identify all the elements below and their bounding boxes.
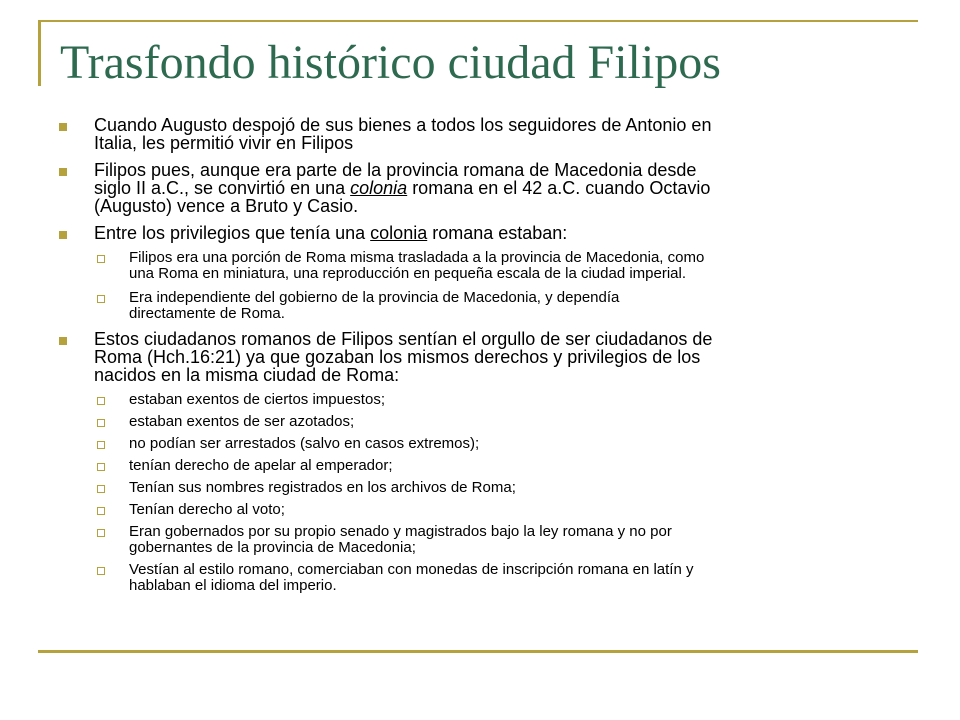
colonia-emphasis: colonia xyxy=(350,178,408,198)
subbullet-porcion-de-roma xyxy=(58,250,918,282)
bottom-divider xyxy=(38,650,918,653)
subbullet-estilo-romano xyxy=(58,562,918,594)
hollow-square-bullet-icon xyxy=(97,567,105,575)
subbullet-text: una Roma en miniatura, una reproducción en pequeña escala de la ciudad imperial. xyxy=(129,265,687,282)
top-divider xyxy=(38,20,918,22)
subbullet-text: Era independiente del gobierno de la provincia de Macedonia, y dependía xyxy=(129,289,620,306)
subbullet-text: Eran gobernados por su propio senado y magistrados bajo la ley romana y no por xyxy=(129,523,672,540)
subbullet-exentos-impuestos xyxy=(58,392,918,408)
bullet-text: Estos ciudadanos romanos de Filipos sentían el orgullo de ser ciudadanos de xyxy=(94,329,713,349)
bullet-text: Roma (Hch.16:21) ya que gozaban los mismos derechos y privilegios de los xyxy=(94,347,701,367)
hollow-square-bullet-icon xyxy=(97,463,105,471)
colonia-underlined: colonia xyxy=(370,223,428,243)
subbullet-text: estaban exentos de ciertos impuestos; xyxy=(129,391,385,408)
subbullet-apelar-emperador xyxy=(58,458,918,474)
subbullet-independiente xyxy=(58,290,918,322)
bullet-text: romana estaban: xyxy=(427,223,568,243)
subbullet-text: Tenían derecho al voto; xyxy=(129,501,285,518)
bullet-text: Entre los privilegios que tenía una xyxy=(94,223,371,243)
subbullet-text: Filipos era una porción de Roma misma trasladada a la provincia de Macedonia, como xyxy=(129,249,705,266)
bullet-text: (Augusto) vence a Bruto y Casio. xyxy=(94,196,359,216)
bullet-text: Filipos pues, aunque era parte de la provincia romana de Macedonia desde xyxy=(94,160,697,180)
subbullet-text: estaban exentos de ser azotados; xyxy=(129,413,355,430)
subbullet-text: no podían ser arrestados (salvo en casos extremos); xyxy=(129,435,480,452)
subbullet-derecho-voto xyxy=(58,502,918,518)
hollow-square-bullet-icon xyxy=(97,507,105,515)
bullet-text: romana en el 42 a.C. cuando Octavio xyxy=(407,178,711,198)
subbullet-exentos-azotados xyxy=(58,414,918,430)
bullet-text: siglo II a.C., se convirtió en una xyxy=(94,178,351,198)
bullet-colonia-romana xyxy=(58,161,918,215)
subbullet-text: gobernantes de la provincia de Macedonia; xyxy=(129,539,416,556)
hollow-square-bullet-icon xyxy=(97,529,105,537)
slide-content xyxy=(58,116,918,600)
hollow-square-bullet-icon xyxy=(97,485,105,493)
square-bullet-icon xyxy=(59,168,67,176)
subbullet-text: Tenían sus nombres registrados en los archivos de Roma; xyxy=(129,479,516,496)
subbullet-text: Vestían al estilo romano, comerciaban con monedas de inscripción romana en latín y xyxy=(129,561,694,578)
subbullet-archivos-roma xyxy=(58,480,918,496)
hollow-square-bullet-icon xyxy=(97,397,105,405)
bullet-text: Italia, les permitió vivir en Filipos xyxy=(94,133,354,153)
slide-title: Trasfondo histórico ciudad Filipos xyxy=(60,36,721,89)
bullet-text: Cuando Augusto despojó de sus bienes a todos los seguidores de Antonio en xyxy=(94,115,712,135)
hollow-square-bullet-icon xyxy=(97,255,105,263)
bullet-privilegios xyxy=(58,224,918,242)
square-bullet-icon xyxy=(59,337,67,345)
hollow-square-bullet-icon xyxy=(97,441,105,449)
bullet-ciudadanos-romanos xyxy=(58,330,918,384)
square-bullet-icon xyxy=(59,231,67,239)
subbullet-text: hablaban el idioma del imperio. xyxy=(129,577,337,594)
subbullet-no-arrestados xyxy=(58,436,918,452)
square-bullet-icon xyxy=(59,123,67,131)
hollow-square-bullet-icon xyxy=(97,295,105,303)
subbullet-text: directamente de Roma. xyxy=(129,305,285,322)
bullet-augusto xyxy=(58,116,918,152)
subbullet-senado-magistrados xyxy=(58,524,918,556)
title-accent-bar xyxy=(38,20,41,86)
subbullet-text: tenían derecho de apelar al emperador; xyxy=(129,457,393,474)
hollow-square-bullet-icon xyxy=(97,419,105,427)
bullet-text: nacidos en la misma ciudad de Roma: xyxy=(94,365,400,385)
